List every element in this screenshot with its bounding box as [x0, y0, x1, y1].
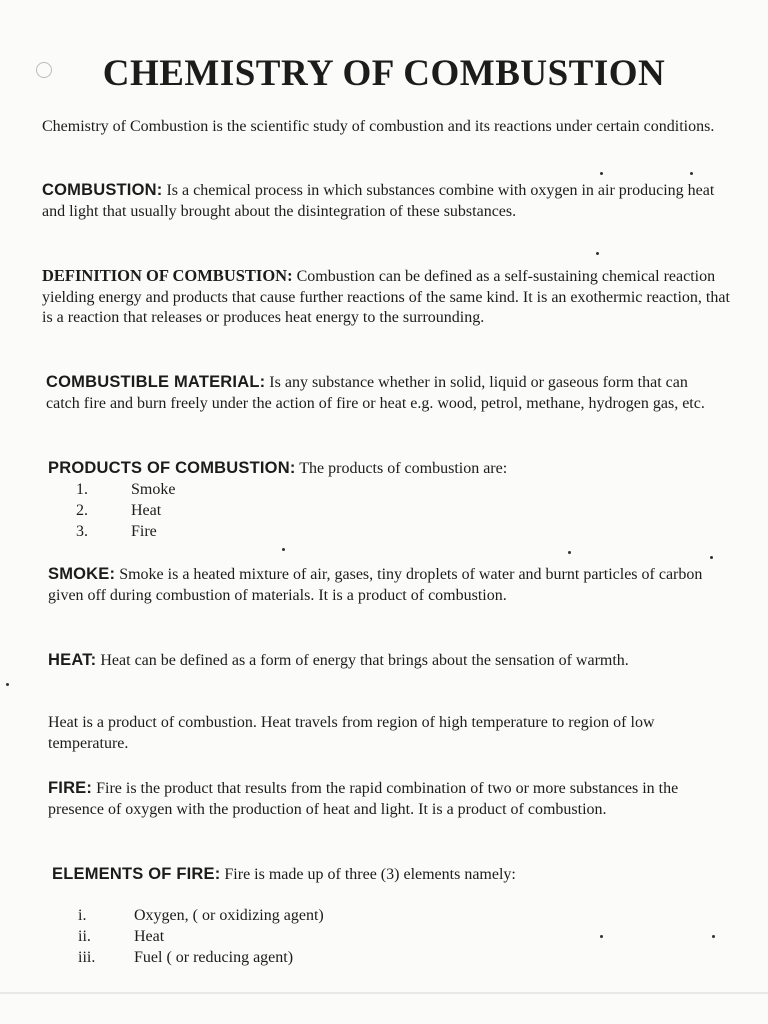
list-number: iii.: [78, 949, 96, 966]
smoke-paragraph: [48, 564, 714, 606]
fire-label: FIRE:: [48, 779, 93, 797]
definition-text: Combustion can be defined as a self-sustaining chemical reaction yielding energy and products that cause further reactions of the same kind. It is an exothermic reaction, that is a reaction that releases or produces heat energy to the surrounding.: [42, 268, 730, 326]
list-text: Fire: [131, 523, 157, 540]
elements-label: ELEMENTS OF FIRE:: [52, 865, 221, 883]
combustion-paragraph: [42, 180, 728, 222]
smoke-text: Smoke is a heated mixture of air, gases, tiny droplets of water and burnt particles of carbon given off during combustion of materials. It is a product of combustion.: [48, 566, 703, 604]
definition-label: DEFINITION OF COMBUSTION:: [42, 266, 293, 285]
list-item: [78, 947, 398, 968]
list-text: Fuel ( or reducing agent): [134, 949, 294, 966]
products-paragraph: [48, 458, 728, 480]
list-item: [76, 500, 376, 521]
list-text: Heat: [134, 928, 165, 945]
intro-paragraph: Chemistry of Combustion is the scientific study of combustion and its reactions under certain conditions.: [42, 118, 715, 135]
scan-speck: [712, 935, 715, 938]
scan-speck: [690, 172, 693, 175]
heat-label: HEAT:: [48, 651, 97, 669]
heat-text: Heat can be defined as a form of energy that brings about the sensation of warmth.: [100, 652, 629, 669]
elements-text: Fire is made up of three (3) elements namely:: [224, 866, 516, 883]
products-list: [76, 479, 376, 542]
scan-speck: [600, 935, 603, 938]
combustible-paragraph: [46, 372, 722, 414]
heat-product-paragraph: Heat is a product of combustion. Heat travels from region of high temperature to region of low temperature.: [48, 714, 655, 752]
fire-paragraph: [48, 778, 708, 820]
page-bottom-edge: [0, 992, 768, 994]
combustible-text: Is any substance whether in solid, liquid or gaseous form that can catch fire and burn freely under the action of fire or heat e.g. wood, petrol, methane, hydrogen gas, etc.: [46, 374, 705, 412]
combustion-text: Is a chemical process in which substances combine with oxygen in air producing heat and light that usually brought about the disintegration of these substances.: [42, 182, 715, 220]
products-label: PRODUCTS OF COMBUSTION:: [48, 459, 296, 477]
list-item: [78, 905, 398, 926]
scan-speck: [600, 172, 603, 175]
scan-speck: [596, 252, 599, 255]
list-number: 2.: [76, 502, 88, 519]
list-number: 1.: [76, 481, 88, 498]
list-item: [78, 926, 398, 947]
scan-speck: [710, 556, 713, 559]
list-number: 3.: [76, 523, 88, 540]
scan-speck: [568, 551, 571, 554]
scan-speck: [282, 548, 285, 551]
combustion-label: COMBUSTION:: [42, 181, 163, 199]
elements-paragraph: [52, 864, 732, 886]
page-title: CHEMISTRY OF COMBUSTION: [102, 53, 666, 94]
list-text: Oxygen, ( or oxidizing agent): [134, 907, 324, 924]
scan-speck: [6, 683, 9, 686]
elements-list: [78, 905, 398, 968]
list-item: [76, 479, 376, 500]
fire-text: Fire is the product that results from the rapid combination of two or more substances in the presence of oxygen with the production of heat and light. It is a product of combustion.: [48, 780, 679, 818]
heat-paragraph: [48, 650, 720, 672]
list-item: [76, 521, 376, 542]
products-text: The products of combustion are:: [299, 460, 508, 477]
list-text: Heat: [131, 502, 162, 519]
combustible-label: COMBUSTIBLE MATERIAL:: [46, 373, 266, 391]
list-number: i.: [78, 907, 87, 924]
list-number: ii.: [78, 928, 91, 945]
smoke-label: SMOKE:: [48, 565, 116, 583]
list-text: Smoke: [131, 481, 176, 498]
definition-paragraph: [42, 266, 732, 329]
